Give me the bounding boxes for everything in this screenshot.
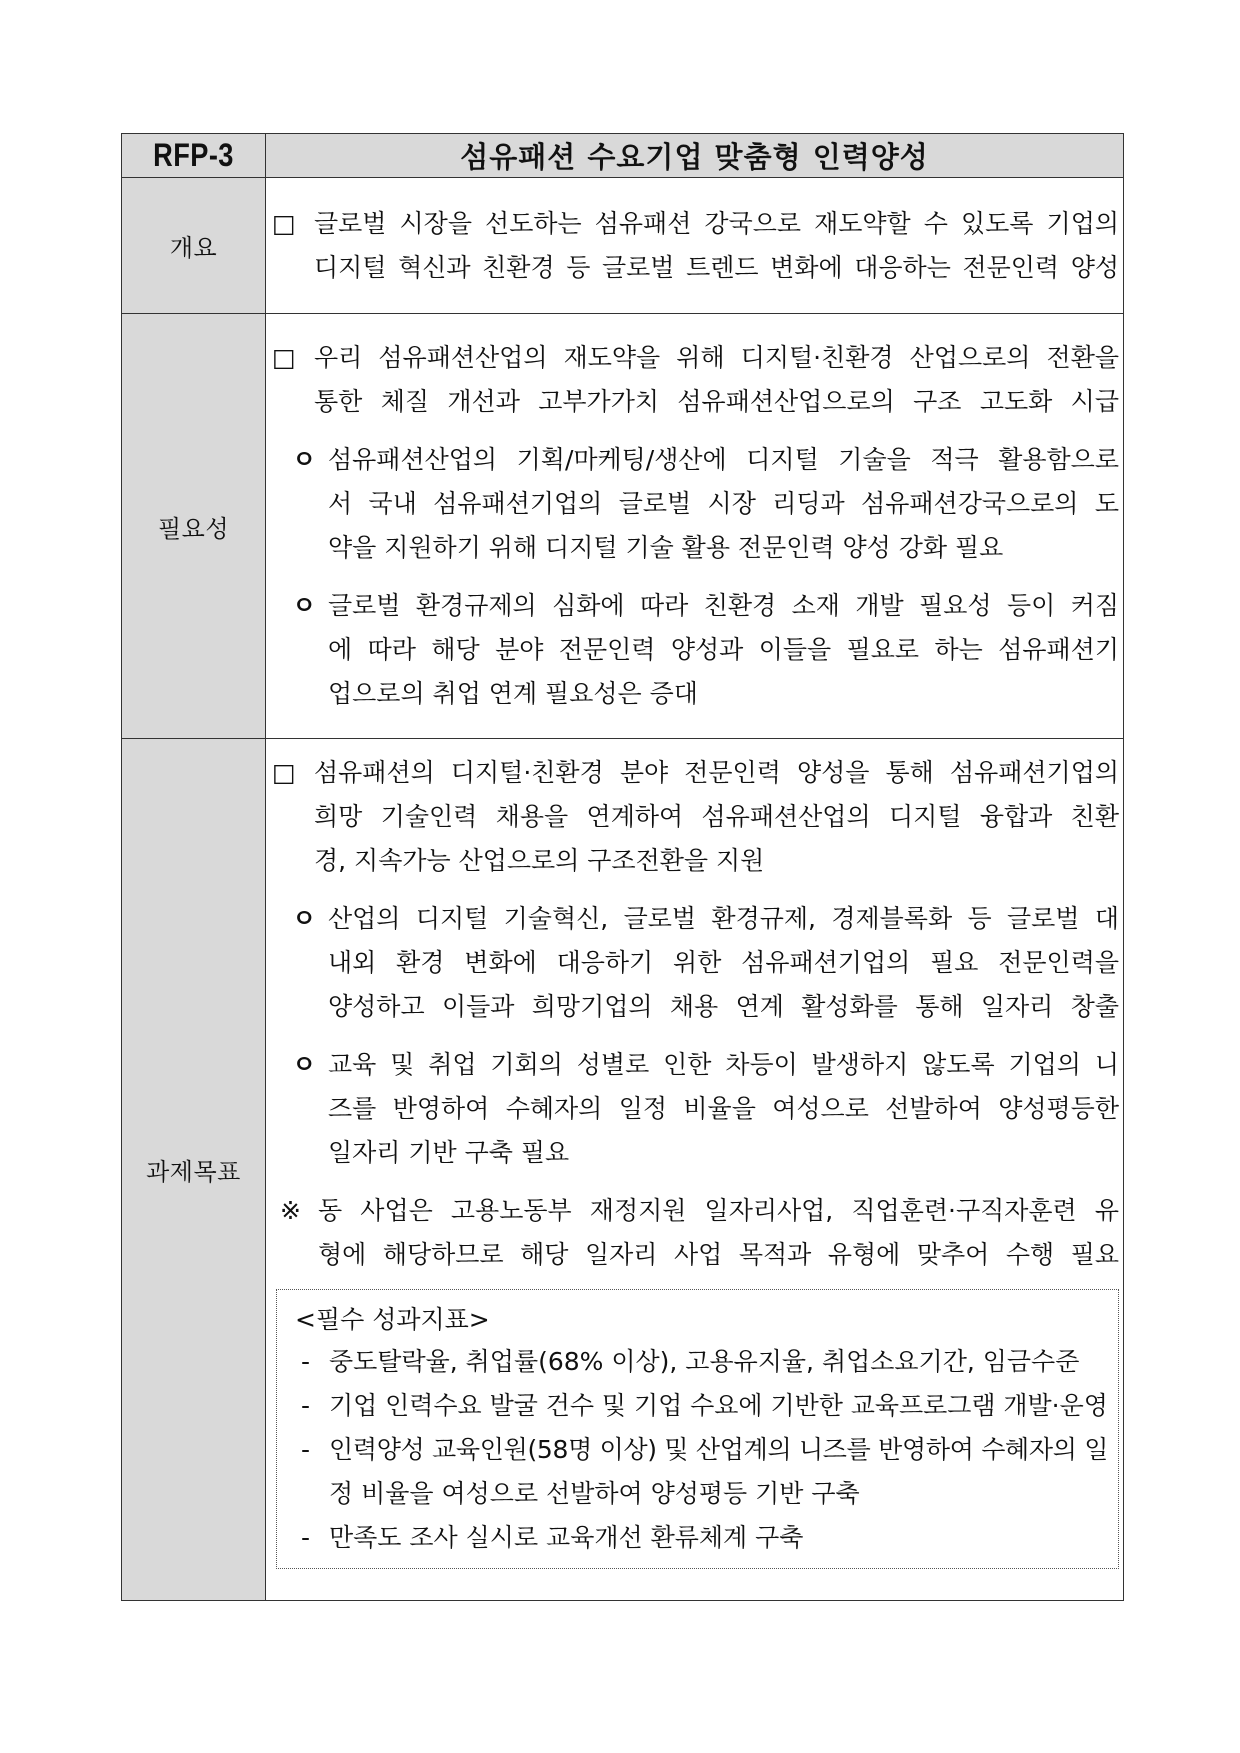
objectives-main-paragraph — [272, 751, 1119, 883]
text-line: 중도탈락율, 취업률(68% 이상), 고용유지율, 취업소요기간, 임금수준 — [329, 1346, 1080, 1376]
square-bullet-icon: □ — [272, 343, 296, 372]
necessity-main-paragraph — [272, 336, 1119, 424]
overview-row — [122, 178, 1124, 314]
necessity-label: 필요성 — [122, 314, 266, 739]
reference-mark-icon: ※ — [280, 1195, 301, 1225]
dash-bullet-icon: - — [301, 1390, 311, 1420]
objectives-label: 과제목표 — [122, 739, 266, 1601]
rfp-title-cell — [266, 134, 1124, 178]
text-line: 글로벌 환경규제의 심화에 따라 친환경 소재 개발 필요성 등이 커짐 — [328, 591, 1119, 620]
text-line: 희망 기술인력 채용을 연계하여 섬유패션산업의 디지털 융합과 친환 — [314, 801, 1119, 831]
dash-bullet-icon: - — [301, 1346, 311, 1376]
text-line: 즈를 반영하여 수혜자의 일정 비율을 여성으로 선발하여 양성평등한 — [328, 1093, 1119, 1123]
text-line: 산업의 디지털 기술혁신, 글로벌 환경규제, 경제블록화 등 글로벌 대 — [328, 903, 1119, 933]
text-line: 글로벌 시장을 선도하는 섬유패션 강국으로 재도약할 수 있도록 기업의 — [314, 208, 1119, 238]
circle-bullet-icon: ㅇ — [292, 445, 317, 474]
dash-bullet-icon: - — [301, 1434, 311, 1464]
kpi-item — [287, 1384, 1108, 1428]
overview-label: 개요 — [122, 178, 266, 314]
text-line: 내외 환경 변화에 대응하기 위한 섬유패션기업의 필요 전문인력을 — [328, 947, 1119, 977]
necessity-bullet-2 — [272, 584, 1119, 716]
square-bullet-icon: □ — [272, 208, 296, 238]
necessity-content — [266, 314, 1124, 739]
text-line: 통한 체질 개선과 고부가가치 섬유패션산업으로의 구조 고도화 시급 — [314, 387, 1119, 416]
overview-content — [266, 178, 1124, 314]
text-line: 경, 지속가능 산업으로의 구조전환을 지원 — [314, 845, 765, 875]
objectives-note — [272, 1189, 1119, 1277]
text-line: 섬유패션의 디지털·친환경 분야 전문인력 양성을 통해 섬유패션기업의 — [314, 757, 1119, 787]
circle-bullet-icon: ㅇ — [292, 903, 317, 933]
text-line: 교육 및 취업 기회의 성별로 인한 차등이 발생하지 않도록 기업의 니 — [328, 1049, 1119, 1079]
necessity-bullet-1 — [272, 438, 1119, 570]
objectives-bullet-1 — [272, 897, 1119, 1029]
text-line: 일자리 기반 구축 필요 — [328, 1137, 570, 1167]
text-line: 우리 섬유패션산업의 재도약을 위해 디지털·친환경 산업으로의 전환을 — [314, 343, 1119, 372]
circle-bullet-icon: ㅇ — [292, 591, 317, 620]
objectives-bullet-2 — [272, 1043, 1119, 1175]
overview-paragraph — [272, 202, 1119, 290]
kpi-box — [276, 1289, 1119, 1569]
dash-bullet-icon: - — [301, 1522, 311, 1552]
square-bullet-icon: □ — [272, 757, 296, 787]
objectives-content — [266, 739, 1124, 1601]
text-line: 형에 해당하므로 해당 일자리 사업 목적과 유형에 맞추어 수행 필요 — [318, 1239, 1119, 1269]
text-line: 업으로의 취업 연계 필요성은 증대 — [328, 679, 698, 708]
rfp-title: 섬유패션 수요기업 맞춤형 인력양성 — [460, 140, 929, 174]
header-row — [122, 134, 1124, 178]
text-line: 약을 지원하기 위해 디지털 기술 활용 전문인력 양성 강화 필요 — [328, 533, 1004, 562]
text-line: 인력양성 교육인원(58명 이상) 및 산업계의 니즈를 반영하여 수혜자의 일 — [329, 1434, 1109, 1464]
text-line: 동 사업은 고용노동부 재정지원 일자리사업, 직업훈련·구직자훈련 유 — [318, 1195, 1119, 1225]
kpi-item — [287, 1340, 1108, 1384]
kpi-item — [287, 1516, 1108, 1560]
text-line: 디지털 혁신과 친환경 등 글로벌 트렌드 변화에 대응하는 전문인력 양성 — [314, 252, 1119, 282]
text-line: 양성하고 이들과 희망기업의 채용 연계 활성화를 통해 일자리 창출 — [328, 991, 1119, 1021]
necessity-row — [122, 314, 1124, 739]
text-line: 섬유패션산업의 기획/마케팅/생산에 디지털 기술을 적극 활용함으로 — [328, 445, 1119, 474]
text-line: 에 따라 해당 분야 전문인력 양성과 이들을 필요로 하는 섬유패션기 — [328, 635, 1119, 664]
text-line: 정 비율을 여성으로 선발하여 양성평등 기반 구축 — [329, 1478, 860, 1508]
text-line: 서 국내 섬유패션기업의 글로벌 시장 리딩과 섬유패션강국으로의 도 — [328, 489, 1119, 518]
text-line: 만족도 조사 실시로 교육개선 환류체계 구축 — [329, 1522, 804, 1552]
text-line: 기업 인력수요 발굴 건수 및 기업 수요에 기반한 교육프로그램 개발·운영 — [329, 1390, 1108, 1420]
objectives-row — [122, 739, 1124, 1601]
kpi-item — [287, 1428, 1108, 1516]
circle-bullet-icon: ㅇ — [292, 1049, 317, 1079]
rfp-code-cell — [122, 134, 266, 178]
kpi-box-title: <필수 성과지표> — [295, 1304, 490, 1334]
rfp-table — [121, 133, 1124, 1601]
rfp-code: RFP-3 — [153, 137, 234, 173]
